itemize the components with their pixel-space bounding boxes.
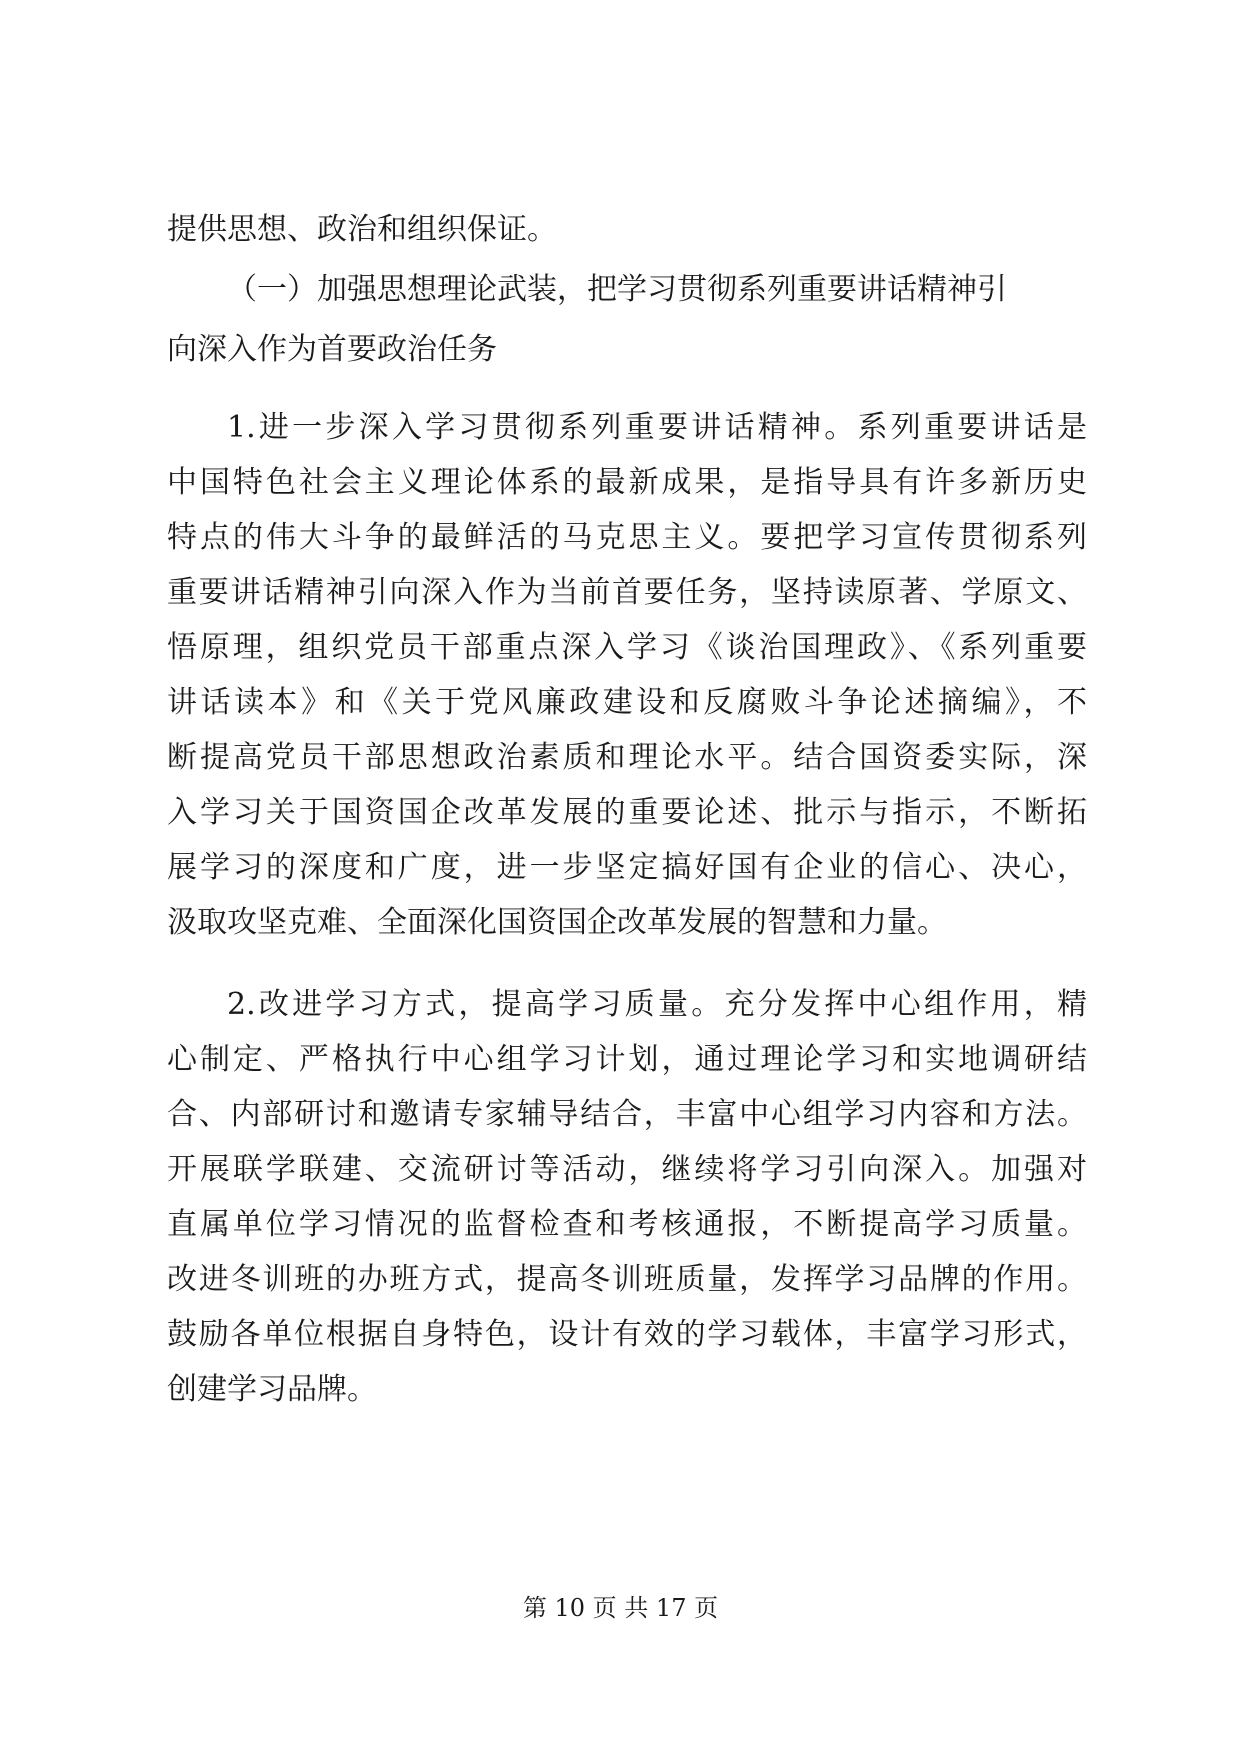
paragraph-line: 讲话读本》和《关于党风廉政建设和反腐败斗争论述摘编》，不 — [167, 685, 1087, 720]
paragraph-line: 入学习关于国资国企改革发展的重要论述、批示与指示，不断拓 — [167, 795, 1087, 830]
section-heading-line: （一）加强思想理论武装，把学习贯彻系列重要讲话精神引 — [227, 272, 1007, 307]
page-number-footer: 第 10 页 共 17 页 — [522, 1594, 719, 1622]
paragraph-line: 鼓励各单位根据自身特色，设计有效的学习载体，丰富学习形式， — [167, 1317, 1087, 1352]
paragraph-line: 展学习的深度和广度，进一步坚定搞好国有企业的信心、决心， — [167, 850, 1087, 885]
paragraph-line: 汲取攻坚克难、全面深化国资国企改革发展的智慧和力量。 — [167, 905, 947, 940]
paragraph-line: 断提高党员干部思想政治素质和理论水平。结合国资委实际，深 — [167, 740, 1087, 775]
paragraph-line: 2.改进学习方式，提高学习质量。充分发挥中心组作用，精 — [227, 987, 1087, 1022]
paragraph-line: 直属单位学习情况的监督检查和考核通报，不断提高学习质量。 — [167, 1207, 1087, 1242]
text-line: 提供思想、政治和组织保证。 — [167, 212, 557, 247]
paragraph-line: 开展联学联建、交流研讨等活动，继续将学习引向深入。加强对 — [167, 1152, 1087, 1187]
paragraph-line: 心制定、严格执行中心组学习计划，通过理论学习和实地调研结 — [167, 1042, 1087, 1077]
paragraph-line: 悟原理，组织党员干部重点深入学习《谈治国理政》、《系列重要 — [167, 630, 1087, 665]
paragraph-line: 创建学习品牌。 — [167, 1372, 377, 1407]
paragraph-line: 中国特色社会主义理论体系的最新成果，是指导具有许多新历史 — [167, 465, 1087, 500]
paragraph-line: 1.进一步深入学习贯彻系列重要讲话精神。系列重要讲话是 — [227, 410, 1087, 445]
paragraph-line: 重要讲话精神引向深入作为当前首要任务，坚持读原著、学原文、 — [167, 575, 1087, 610]
section-heading-line: 向深入作为首要政治任务 — [167, 332, 497, 367]
paragraph-line: 特点的伟大斗争的最鲜活的马克思主义。要把学习宣传贯彻系列 — [167, 520, 1087, 555]
paragraph-line: 改进冬训班的办班方式，提高冬训班质量，发挥学习品牌的作用。 — [167, 1262, 1087, 1297]
paragraph-line: 合、内部研讨和邀请专家辅导结合，丰富中心组学习内容和方法。 — [167, 1097, 1087, 1132]
